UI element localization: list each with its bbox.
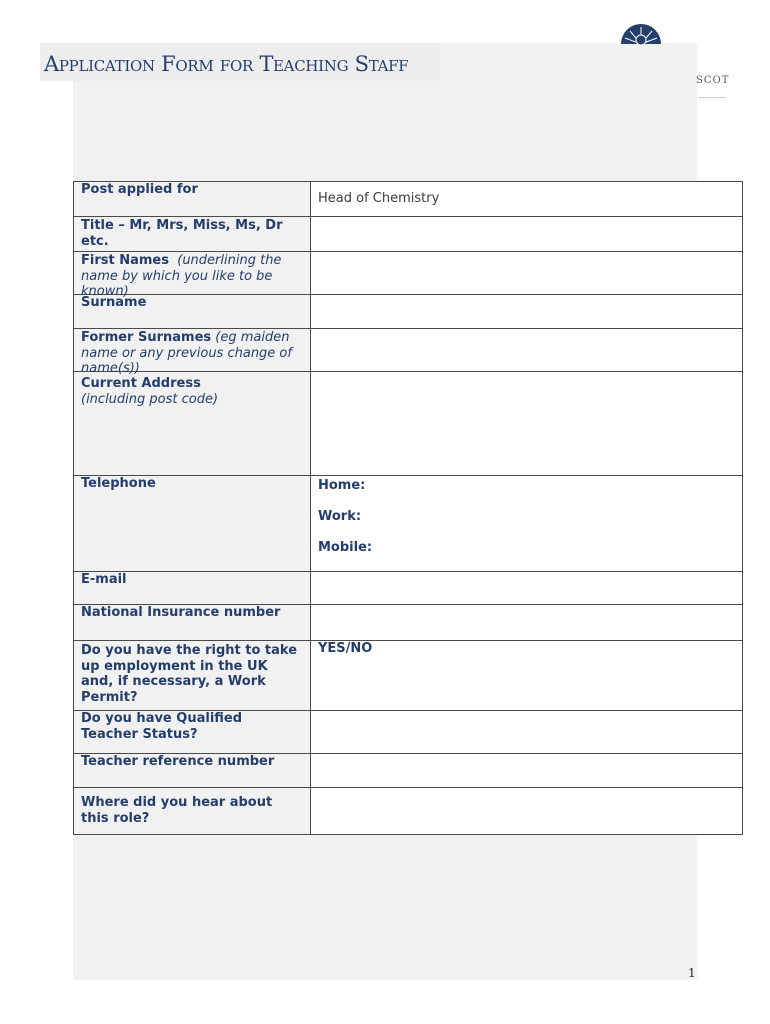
row-ni-number [74, 605, 743, 641]
heard-about-label: Where did you hear about this role? [81, 795, 273, 826]
first-names-field[interactable] [311, 252, 743, 295]
former-surnames-label: Former Surnames [81, 330, 212, 345]
ni-number-field[interactable] [311, 605, 743, 641]
surname-field[interactable] [311, 295, 743, 329]
title-label: Title – Mr, Mrs, Miss, Ms, Dr etc. [81, 218, 283, 249]
label-cell [74, 217, 311, 252]
post-applied-field[interactable] [311, 182, 743, 217]
label-cell [74, 476, 311, 572]
row-telephone [74, 476, 743, 572]
label-cell [74, 182, 311, 217]
label-cell [74, 754, 311, 788]
application-form-table [73, 181, 743, 835]
current-address-label: Current Address [81, 376, 201, 391]
former-surnames-label-group [74, 329, 310, 376]
telephone-work-label: Work: [318, 509, 362, 524]
first-names-label-group [74, 252, 310, 299]
label-cell [74, 252, 311, 299]
label-cell [74, 372, 311, 476]
email-field[interactable] [311, 572, 743, 605]
former-surnames-note: (eg maiden name or any previous change of name(s)) [81, 330, 292, 376]
header-rule [698, 97, 726, 98]
first-names-label: First Names [81, 253, 169, 268]
label-cell [74, 788, 311, 835]
telephone-field[interactable] [311, 476, 743, 572]
right-to-work-label: Do you have the right to take up employment in the UK and, if necessary, a Work Permit? [81, 643, 298, 705]
current-address-label-group [74, 372, 310, 407]
row-qts [74, 711, 743, 754]
email-label: E-mail [81, 572, 127, 587]
telephone-mobile-label: Mobile: [318, 540, 373, 555]
row-post-applied [74, 182, 743, 217]
post-applied-label: Post applied for [81, 182, 198, 197]
heard-about-field[interactable] [311, 788, 743, 835]
post-applied-value: Head of Chemistry [318, 191, 440, 206]
title-field[interactable] [311, 217, 743, 252]
current-address-note: (including post code) [81, 391, 219, 407]
row-title [74, 217, 743, 252]
row-surname [74, 295, 743, 329]
right-to-work-value: YES/NO [318, 641, 373, 656]
label-cell [74, 711, 311, 754]
qts-label: Do you have Qualified Teacher Status? [81, 711, 243, 742]
first-names-note: (underlining the name by which you like to be known) [81, 253, 282, 299]
teacher-ref-label: Teacher reference number [81, 754, 275, 769]
label-cell [74, 641, 311, 711]
ni-number-label: National Insurance number [81, 605, 281, 620]
row-first-names [74, 252, 743, 295]
label-cell [74, 329, 311, 376]
label-cell [74, 605, 311, 641]
qts-field[interactable] [311, 711, 743, 754]
current-address-field[interactable] [311, 372, 743, 476]
label-cell [74, 572, 311, 605]
school-name-fragment: SCOT [696, 75, 730, 86]
right-to-work-field[interactable] [311, 641, 743, 711]
former-surnames-field[interactable] [311, 329, 743, 372]
row-current-address [74, 372, 743, 476]
row-right-to-work [74, 641, 743, 711]
row-email [74, 572, 743, 605]
surname-label: Surname [81, 295, 147, 310]
teacher-ref-field[interactable] [311, 754, 743, 788]
row-teacher-ref [74, 754, 743, 788]
row-heard-about [74, 788, 743, 835]
form-title: Application Form for Teaching Staff [44, 52, 409, 76]
telephone-home-label: Home: [318, 478, 366, 493]
telephone-label: Telephone [81, 476, 156, 491]
row-former-surnames [74, 329, 743, 372]
page-number: 1 [688, 966, 696, 980]
label-cell [74, 295, 311, 329]
school-crest-icon [618, 20, 664, 46]
